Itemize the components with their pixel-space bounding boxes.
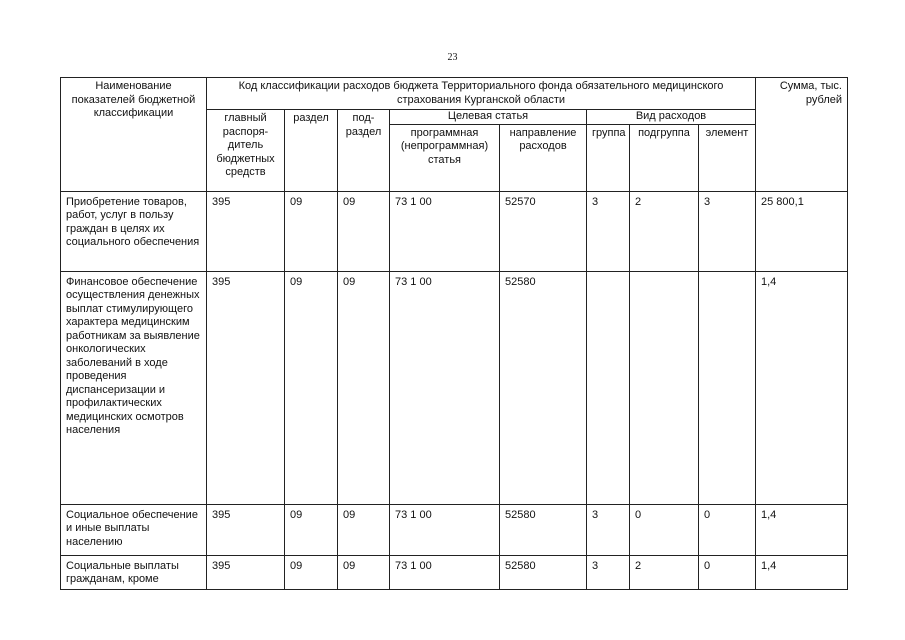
table-row [61, 555, 848, 589]
row-program: 73 1 00 [390, 271, 500, 504]
row-manager: 395 [207, 555, 285, 589]
row-section: 09 [285, 191, 338, 271]
row-subgroup: 0 [630, 504, 699, 555]
row-element: 0 [699, 504, 756, 555]
row-element: 0 [699, 555, 756, 589]
row-manager: 395 [207, 271, 285, 504]
header-sum: Сумма, тыс. рублей [756, 78, 848, 192]
header-target-item: Целевая статья [390, 110, 587, 125]
row-program: 73 1 00 [390, 191, 500, 271]
row-sum: 1,4 [756, 271, 848, 504]
row-group: 3 [587, 191, 630, 271]
row-manager: 395 [207, 191, 285, 271]
row-program: 73 1 00 [390, 504, 500, 555]
row-section: 09 [285, 504, 338, 555]
row-subsection: 09 [338, 271, 390, 504]
row-section: 09 [285, 271, 338, 504]
row-direction: 52580 [500, 504, 587, 555]
row-group: 3 [587, 555, 630, 589]
header-name: Наименование показателей бюджетной классификации [61, 78, 207, 192]
row-element: 3 [699, 191, 756, 271]
row-sum: 25 800,1 [756, 191, 848, 271]
row-sum: 1,4 [756, 504, 848, 555]
row-subsection: 09 [338, 504, 390, 555]
row-name: Социальные выплаты гражданам, кроме [61, 555, 207, 589]
table-row [61, 191, 848, 271]
row-name: Социальное обеспечение и иные выплаты населению [61, 504, 207, 555]
row-program: 73 1 00 [390, 555, 500, 589]
header-subgroup: подгруппа [630, 124, 699, 191]
row-direction: 52580 [500, 555, 587, 589]
row-name: Финансовое обеспечение осуществления денежных выплат стимулирующего характера медицинским работникам за выявление онкологических заболеваний в ходе проведения диспансеризации и профилактических медицинских осмотров населения [61, 271, 207, 504]
row-group: 3 [587, 504, 630, 555]
header-subsection: под-раздел [338, 110, 390, 192]
page-number: 23 [447, 52, 458, 63]
row-subsection: 09 [338, 555, 390, 589]
header-section: раздел [285, 110, 338, 192]
header-code-group: Код классификации расходов бюджета Территориального фонда обязательного медицинского страхования Курганской области [207, 78, 756, 110]
row-direction: 52570 [500, 191, 587, 271]
header-direction: направление расходов [500, 124, 587, 191]
table-row [61, 504, 848, 555]
row-element [699, 271, 756, 504]
row-name: Приобретение товаров, работ, услуг в пользу граждан в целях их социального обеспечения [61, 191, 207, 271]
row-section: 09 [285, 555, 338, 589]
row-subgroup: 2 [630, 555, 699, 589]
header-program-item: программная (непрограммная) статья [390, 124, 500, 191]
header-element: элемент [699, 124, 756, 191]
header-group: группа [587, 124, 630, 191]
header-main-manager: главный распоря-дитель бюджетных средств [207, 110, 285, 192]
row-sum: 1,4 [756, 555, 848, 589]
row-manager: 395 [207, 504, 285, 555]
row-subsection: 09 [338, 191, 390, 271]
row-direction: 52580 [500, 271, 587, 504]
row-subgroup: 2 [630, 191, 699, 271]
row-subgroup [630, 271, 699, 504]
table-row [61, 271, 848, 504]
row-group [587, 271, 630, 504]
budget-classification-table [60, 77, 848, 590]
header-expense-type: Вид расходов [587, 110, 756, 125]
